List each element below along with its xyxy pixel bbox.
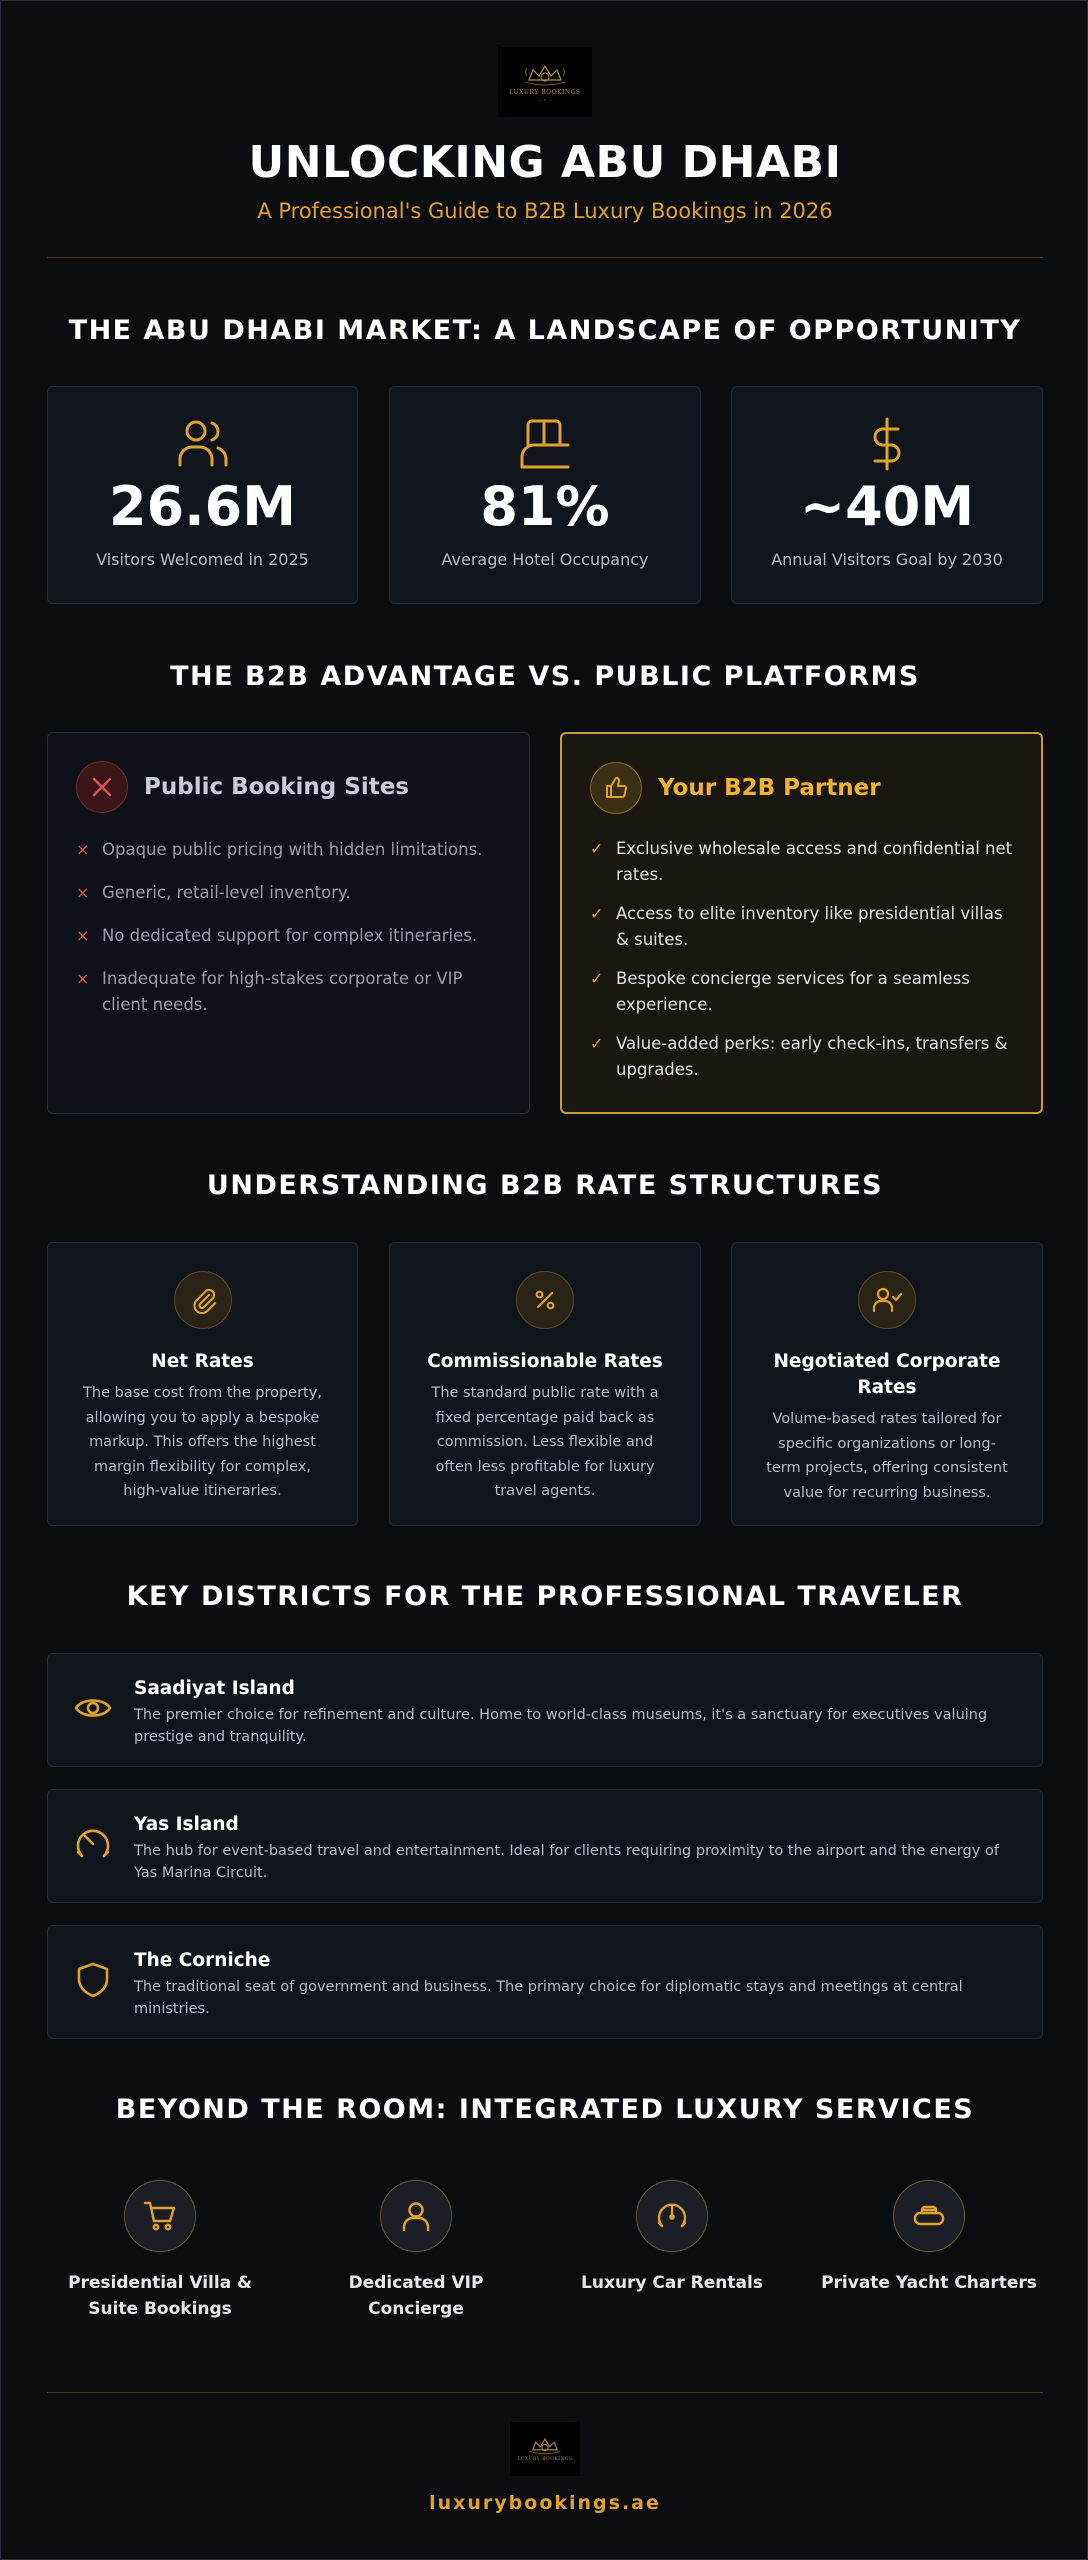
public-sites-list — [76, 837, 501, 1018]
stat-card-visitors — [47, 386, 358, 604]
stat-card-goal — [731, 386, 1043, 604]
logo-wordmark: LUXURY BOOKINGS — [517, 2457, 573, 2462]
service-label: Dedicated VIP Concierge — [348, 2273, 484, 2319]
rate-title: Negotiated Corporate Rates — [773, 1351, 1001, 1398]
users-icon — [174, 417, 232, 471]
paperclip-icon — [174, 1271, 232, 1329]
comparison-section-title: THE B2B ADVANTAGE VS. PUBLIC PLATFORMS — [170, 661, 920, 692]
yacht-icon — [893, 2180, 965, 2252]
cart-icon — [124, 2180, 196, 2252]
x-mark-icon: × — [76, 969, 90, 988]
district-card-saadiyat — [47, 1653, 1043, 1767]
public-sites-heading: Public Booking Sites — [144, 774, 409, 800]
rate-description: Volume-based rates tailored for specific organizations or long-term projects, offering consistent value for recurring business. — [766, 1411, 1008, 1501]
dollar-icon — [858, 417, 916, 471]
list-item: × No dedicated support for complex itineraries. — [76, 923, 501, 949]
check-mark-icon: ✓ — [590, 839, 604, 858]
list-item: ✓ Bespoke concierge services for a seamless experience. — [590, 966, 1013, 1018]
logo-rule: — ✦ — — [537, 98, 553, 102]
b2b-partner-list — [590, 836, 1013, 1083]
stat-label: Visitors Welcomed in 2025 — [96, 550, 309, 570]
stat-label: Annual Visitors Goal by 2030 — [771, 550, 1003, 570]
check-mark-icon: ✓ — [590, 904, 604, 923]
b2b-partner-heading: Your B2B Partner — [658, 775, 881, 801]
page-subtitle: A Professional's Guide to B2B Luxury Bookings in 2026 — [257, 199, 833, 223]
rate-title: Commissionable Rates — [427, 1351, 663, 1372]
gauge-icon — [636, 2180, 708, 2252]
speedometer-icon — [74, 1826, 112, 1866]
list-item: × Opaque public pricing with hidden limitations. — [76, 837, 501, 863]
eye-icon — [74, 1690, 112, 1730]
service-label: Private Yacht Charters — [821, 2273, 1037, 2293]
district-card-corniche — [47, 1925, 1043, 2039]
services-section-title: BEYOND THE ROOM: INTEGRATED LUXURY SERVICES — [115, 2094, 975, 2125]
list-item: ✓ Access to elite inventory like presidential villas & suites. — [590, 901, 1013, 953]
stat-value: 81% — [480, 475, 610, 538]
stat-value: 26.6M — [109, 475, 296, 538]
x-mark-icon: × — [76, 883, 90, 902]
district-description: The hub for event-based travel and entertainment. Ideal for clients requiring proximity to the airport and the energy of Yas Marina Circuit. — [134, 1843, 999, 1881]
district-description: The premier choice for refinement and culture. Home to world-class museums, it's a sanctuary for executives valuing prestige and tranquility. — [134, 1707, 988, 1745]
hotel-bed-icon — [516, 417, 574, 471]
thumbs-up-icon — [590, 762, 642, 814]
rate-card-net — [47, 1242, 358, 1526]
list-item: × Generic, retail-level inventory. — [76, 880, 501, 906]
service-villa — [50, 2180, 270, 2322]
market-section-title: THE ABU DHABI MARKET: A LANDSCAPE OF OPPORTUNITY — [68, 315, 1022, 346]
check-mark-icon: ✓ — [590, 1034, 604, 1053]
rate-card-commissionable — [389, 1242, 701, 1526]
district-name: The Corniche — [134, 1950, 271, 1971]
footer-divider — [47, 2392, 1043, 2393]
footer-website-link[interactable]: luxurybookings.ae — [429, 2492, 661, 2514]
user-check-icon — [858, 1271, 916, 1329]
district-card-yas — [47, 1789, 1043, 1903]
service-yacht — [819, 2180, 1039, 2296]
crown-emblem-icon — [528, 2436, 562, 2456]
list-item: ✓ Value-added perks: early check-ins, transfers & upgrades. — [590, 1031, 1013, 1083]
rate-description: The standard public rate with a fixed percentage paid back as commission. Less flexible and often less profitable for luxury travel agents. — [431, 1385, 659, 1499]
x-mark-icon: × — [76, 926, 90, 945]
public-sites-header — [76, 761, 409, 813]
check-mark-icon: ✓ — [590, 969, 604, 988]
rate-title: Net Rates — [151, 1351, 254, 1372]
crown-emblem-icon — [523, 62, 567, 88]
shield-icon — [74, 1962, 112, 2002]
rate-card-corporate — [731, 1242, 1043, 1526]
percent-icon — [516, 1271, 574, 1329]
b2b-partner-header — [590, 762, 881, 814]
district-name: Saadiyat Island — [134, 1678, 295, 1699]
b2b-partner-card — [560, 732, 1043, 1114]
service-concierge — [306, 2180, 526, 2322]
rate-description: The base cost from the property, allowing you to apply a bespoke markup. This offers the highest margin flexibility for complex, high-value itineraries. — [83, 1385, 322, 1499]
districts-section-title: KEY DISTRICTS FOR THE PROFESSIONAL TRAVELER — [126, 1581, 964, 1612]
service-car-rentals — [562, 2180, 782, 2296]
public-sites-card — [47, 732, 530, 1114]
district-description: The traditional seat of government and business. The primary choice for diplomatic stays and meetings at central ministries. — [134, 1979, 963, 2017]
brand-logo — [498, 47, 592, 117]
list-item: × Inadequate for high-stakes corporate or VIP client needs. — [76, 966, 501, 1018]
district-name: Yas Island — [134, 1814, 239, 1835]
footer-logo — [510, 2422, 580, 2476]
rates-section-title: UNDERSTANDING B2B RATE STRUCTURES — [206, 1170, 884, 1201]
x-mark-icon: × — [76, 840, 90, 859]
user-icon — [380, 2180, 452, 2252]
stat-card-occupancy — [389, 386, 701, 604]
header-divider — [47, 257, 1043, 258]
service-label: Luxury Car Rentals — [581, 2273, 763, 2293]
x-icon — [76, 761, 128, 813]
stat-label: Average Hotel Occupancy — [441, 550, 649, 570]
service-label: Presidential Villa & Suite Bookings — [68, 2273, 252, 2319]
list-item: ✓ Exclusive wholesale access and confidential net rates. — [590, 836, 1013, 888]
page-title: UNLOCKING ABU DHABI — [248, 137, 842, 188]
stat-value: ~40M — [799, 475, 975, 538]
logo-wordmark: LUXURY BOOKINGS — [509, 89, 581, 96]
